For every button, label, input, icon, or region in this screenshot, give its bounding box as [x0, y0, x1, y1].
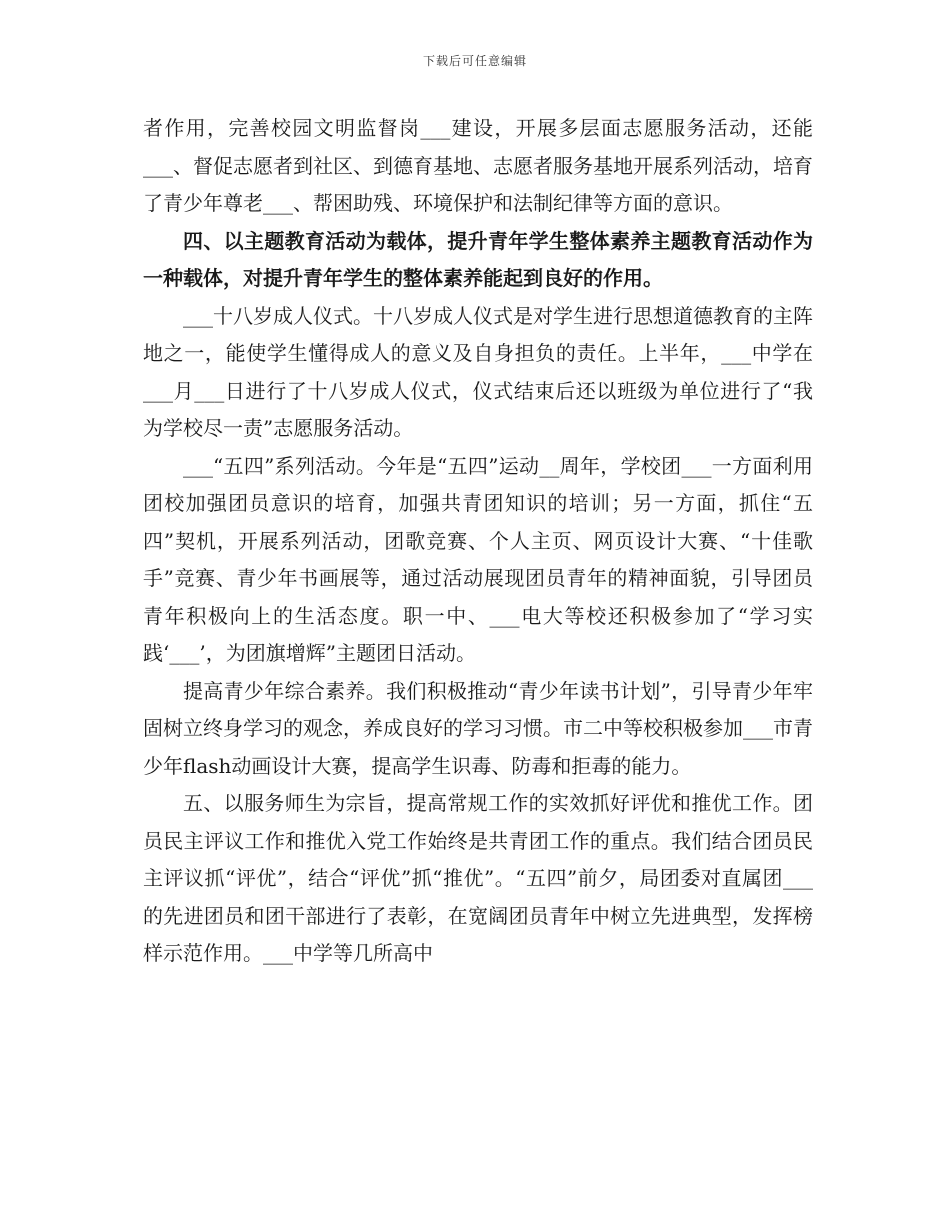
- paragraph-coming-of-age-ceremony: ___十八岁成人仪式。十八岁成人仪式是对学生进行思想道德教育的主阵地之一，能使学生懂得成人的意义及自身担负的责任。上半年，___中学在___月___日进行了十八岁成人仪式，仪式结束后还以班级为单位进行了“我为学校尽一责”志愿服务活动。: [143, 303, 813, 440]
- paragraph-youth-literacy: 提高青少年综合素养。我们积极推动“青少年读书计划”，引导青少年牢固树立终身学习的观念，养成良好的学习习惯。市二中等校积极参加___市青少年flash动画设计大赛，提高学生识毒、防毒和拒毒的能力。: [143, 678, 813, 778]
- document-body: [143, 110, 813, 973]
- section-heading-four: 四、以主题教育活动为载体，提升青年学生整体素养主题教育活动作为一种载体，对提升青年学生的整体素养能起到良好的作用。: [143, 228, 813, 290]
- paragraph-may-fourth-activities: ___“五四”系列活动。今年是“五四”运动__周年，学校团___一方面利用团校加强团员意识的培育，加强共青团知识的培训；另一方面，抓住“五四”契机，开展系列活动，团歌竞赛、个人主页、网页设计大赛、“十佳歌手”竞赛、青少年书画展等，通过活动展现团员青年的精神面貌，引导团员青年积极向上的生活态度。职一中、___电大等校还积极参加了“学习实践‘___’，为团旗增辉”主题团日活动。: [143, 453, 813, 665]
- page-header-note: 下载后可任意编辑: [422, 54, 527, 68]
- section-heading-five-paragraph: 五、以服务师生为宗旨，提高常规工作的实效抓好评优和推优工作。团员民主评议工作和推优入党工作始终是共青团工作的重点。我们结合团员民主评议抓“评优”，结合“评优”抓“推优”。“五四”前夕，局团委对直属团___的先进团员和团干部进行了表彰，在宽阔团员青年中树立先进典型，发挥榜样示范作用。___中学等几所高中: [143, 791, 813, 965]
- paragraph-1: 者作用，完善校园文明监督岗___建设，开展多层面志愿服务活动，还能___、督促志愿者到社区、到德育基地、志愿者服务基地开展系列活动，培育了青少年尊老___、帮困助残、环境保护和法制纪律等方面的意识。: [143, 116, 813, 215]
